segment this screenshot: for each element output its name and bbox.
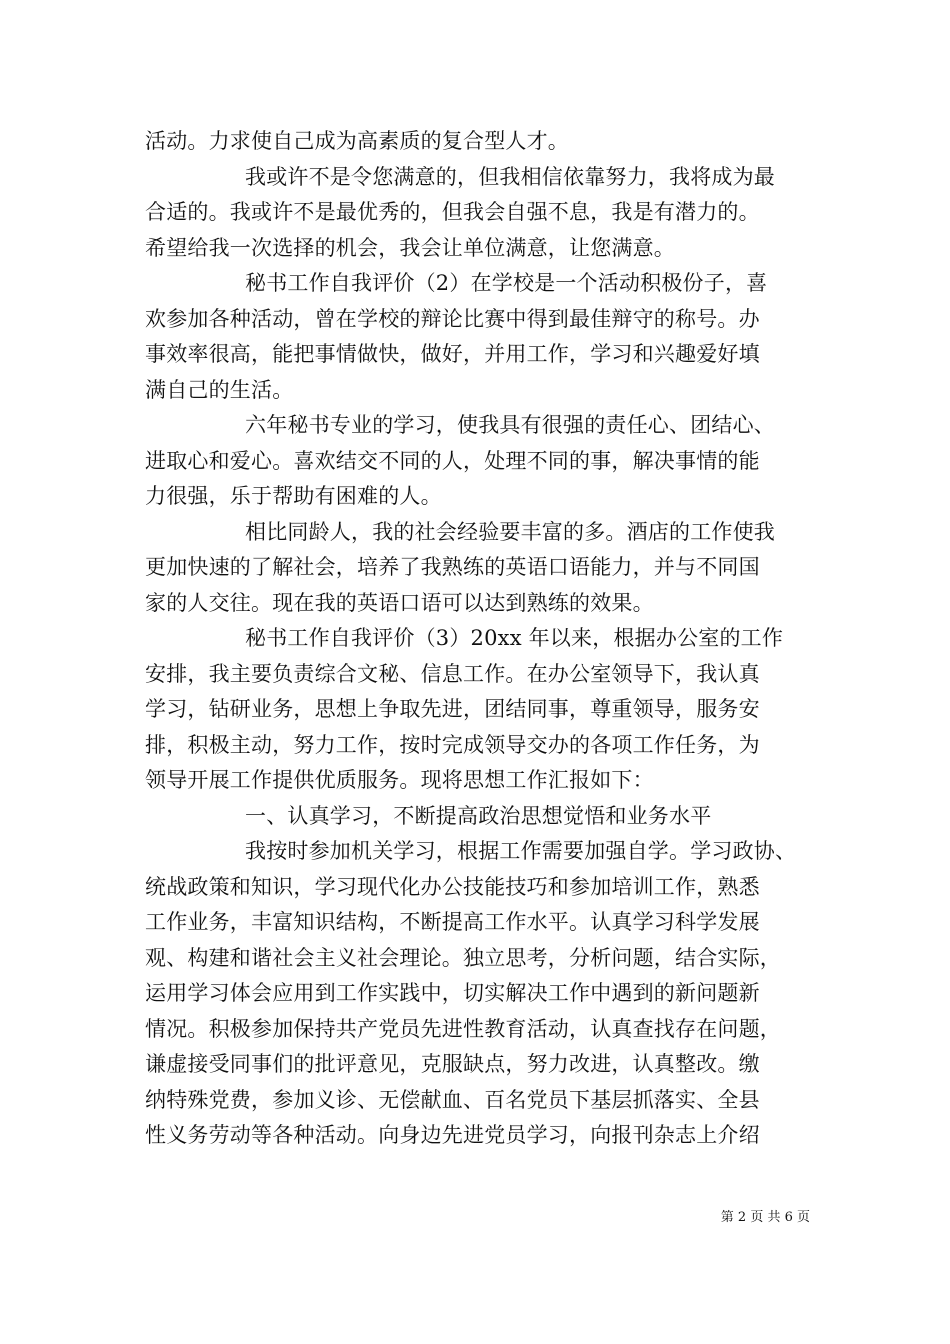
text-line: 领导开展工作提供优质服务。现将思想工作汇报如下： xyxy=(145,768,654,792)
text-line: 秘书工作自我评价（3）20xx 年以来，根据办公室的工作 xyxy=(245,626,784,650)
text-line: 事效率很高，能把事情做快，做好，并用工作，学习和兴趣爱好填 xyxy=(145,342,760,366)
text-line: 秘书工作自我评价（2）在学校是一个活动积极份子，喜 xyxy=(245,271,768,295)
text-line: 纳特殊党费，参加义诊、无偿献血、百名党员下基层抓落实、全县 xyxy=(145,1087,760,1112)
text-line: 欢参加各种活动，曾在学校的辩论比赛中得到最佳辩守的称号。办 xyxy=(145,306,760,331)
text-line: 学习，钻研业务，思想上争取先进，团结同事，尊重领导，服务安 xyxy=(145,697,760,721)
text-line: 相比同龄人，我的社会经验要丰富的多。酒店的工作使我 xyxy=(245,519,775,544)
text-line: 安排，我主要负责综合文秘、信息工作。在办公室领导下，我认真 xyxy=(145,661,760,686)
text-line: 一、认真学习，不断提高政治思想觉悟和业务水平 xyxy=(245,803,712,828)
text-line: 观、构建和谐社会主义社会理论。独立思考，分析问题，结合实际， xyxy=(145,945,781,970)
text-line: 我或许不是令您满意的，但我相信依靠努力，我将成为最 xyxy=(245,164,775,189)
text-line: 进取心和爱心。喜欢结交不同的人，处理不同的事，解决事情的能 xyxy=(145,448,760,473)
text-line: 更加快速的了解社会，培养了我熟练的英语口语能力，并与不同国 xyxy=(145,555,760,579)
text-line: 希望给我一次选择的机会，我会让单位满意，让您满意。 xyxy=(145,235,675,260)
text-line: 家的人交往。现在我的英语口语可以达到熟练的效果。 xyxy=(145,590,654,615)
document-body xyxy=(145,124,810,1154)
text-line: 情况。积极参加保持共产党员先进性教育活动，认真查找存在问题， xyxy=(145,1016,781,1041)
text-line: 统战政策和知识，学习现代化办公技能技巧和参加培训工作，熟悉 xyxy=(145,874,760,899)
text-line: 排，积极主动，努力工作，按时完成领导交办的各项工作任务，为 xyxy=(145,732,760,757)
text-line: 性义务劳动等各种活动。向身边先进党员学习，向报刊杂志上介绍 xyxy=(145,1123,760,1147)
text-line: 力很强，乐于帮助有困难的人。 xyxy=(145,484,442,508)
text-line: 满自己的生活。 xyxy=(145,377,294,402)
text-line: 六年秘书专业的学习，使我具有很强的责任心、团结心、 xyxy=(245,413,775,437)
text-line: 合适的。我或许不是最优秀的，但我会自强不息，我是有潜力的。 xyxy=(145,200,760,224)
text-line: 活动。力求使自己成为高素质的复合型人才。 xyxy=(145,129,569,153)
text-line: 运用学习体会应用到工作实践中，切实解决工作中遇到的新问题新 xyxy=(145,981,760,1005)
page-number: 第 2 页 共 6 页 xyxy=(720,1210,810,1225)
text-line: 工作业务，丰富知识结构，不断提高工作水平。认真学习科学发展 xyxy=(145,910,760,934)
text-line: 我按时参加机关学习，根据工作需要加强自学。学习政协、 xyxy=(245,839,797,863)
text-line: 谦虚接受同事们的批评意见，克服缺点，努力改进，认真整改。缴 xyxy=(145,1052,760,1076)
